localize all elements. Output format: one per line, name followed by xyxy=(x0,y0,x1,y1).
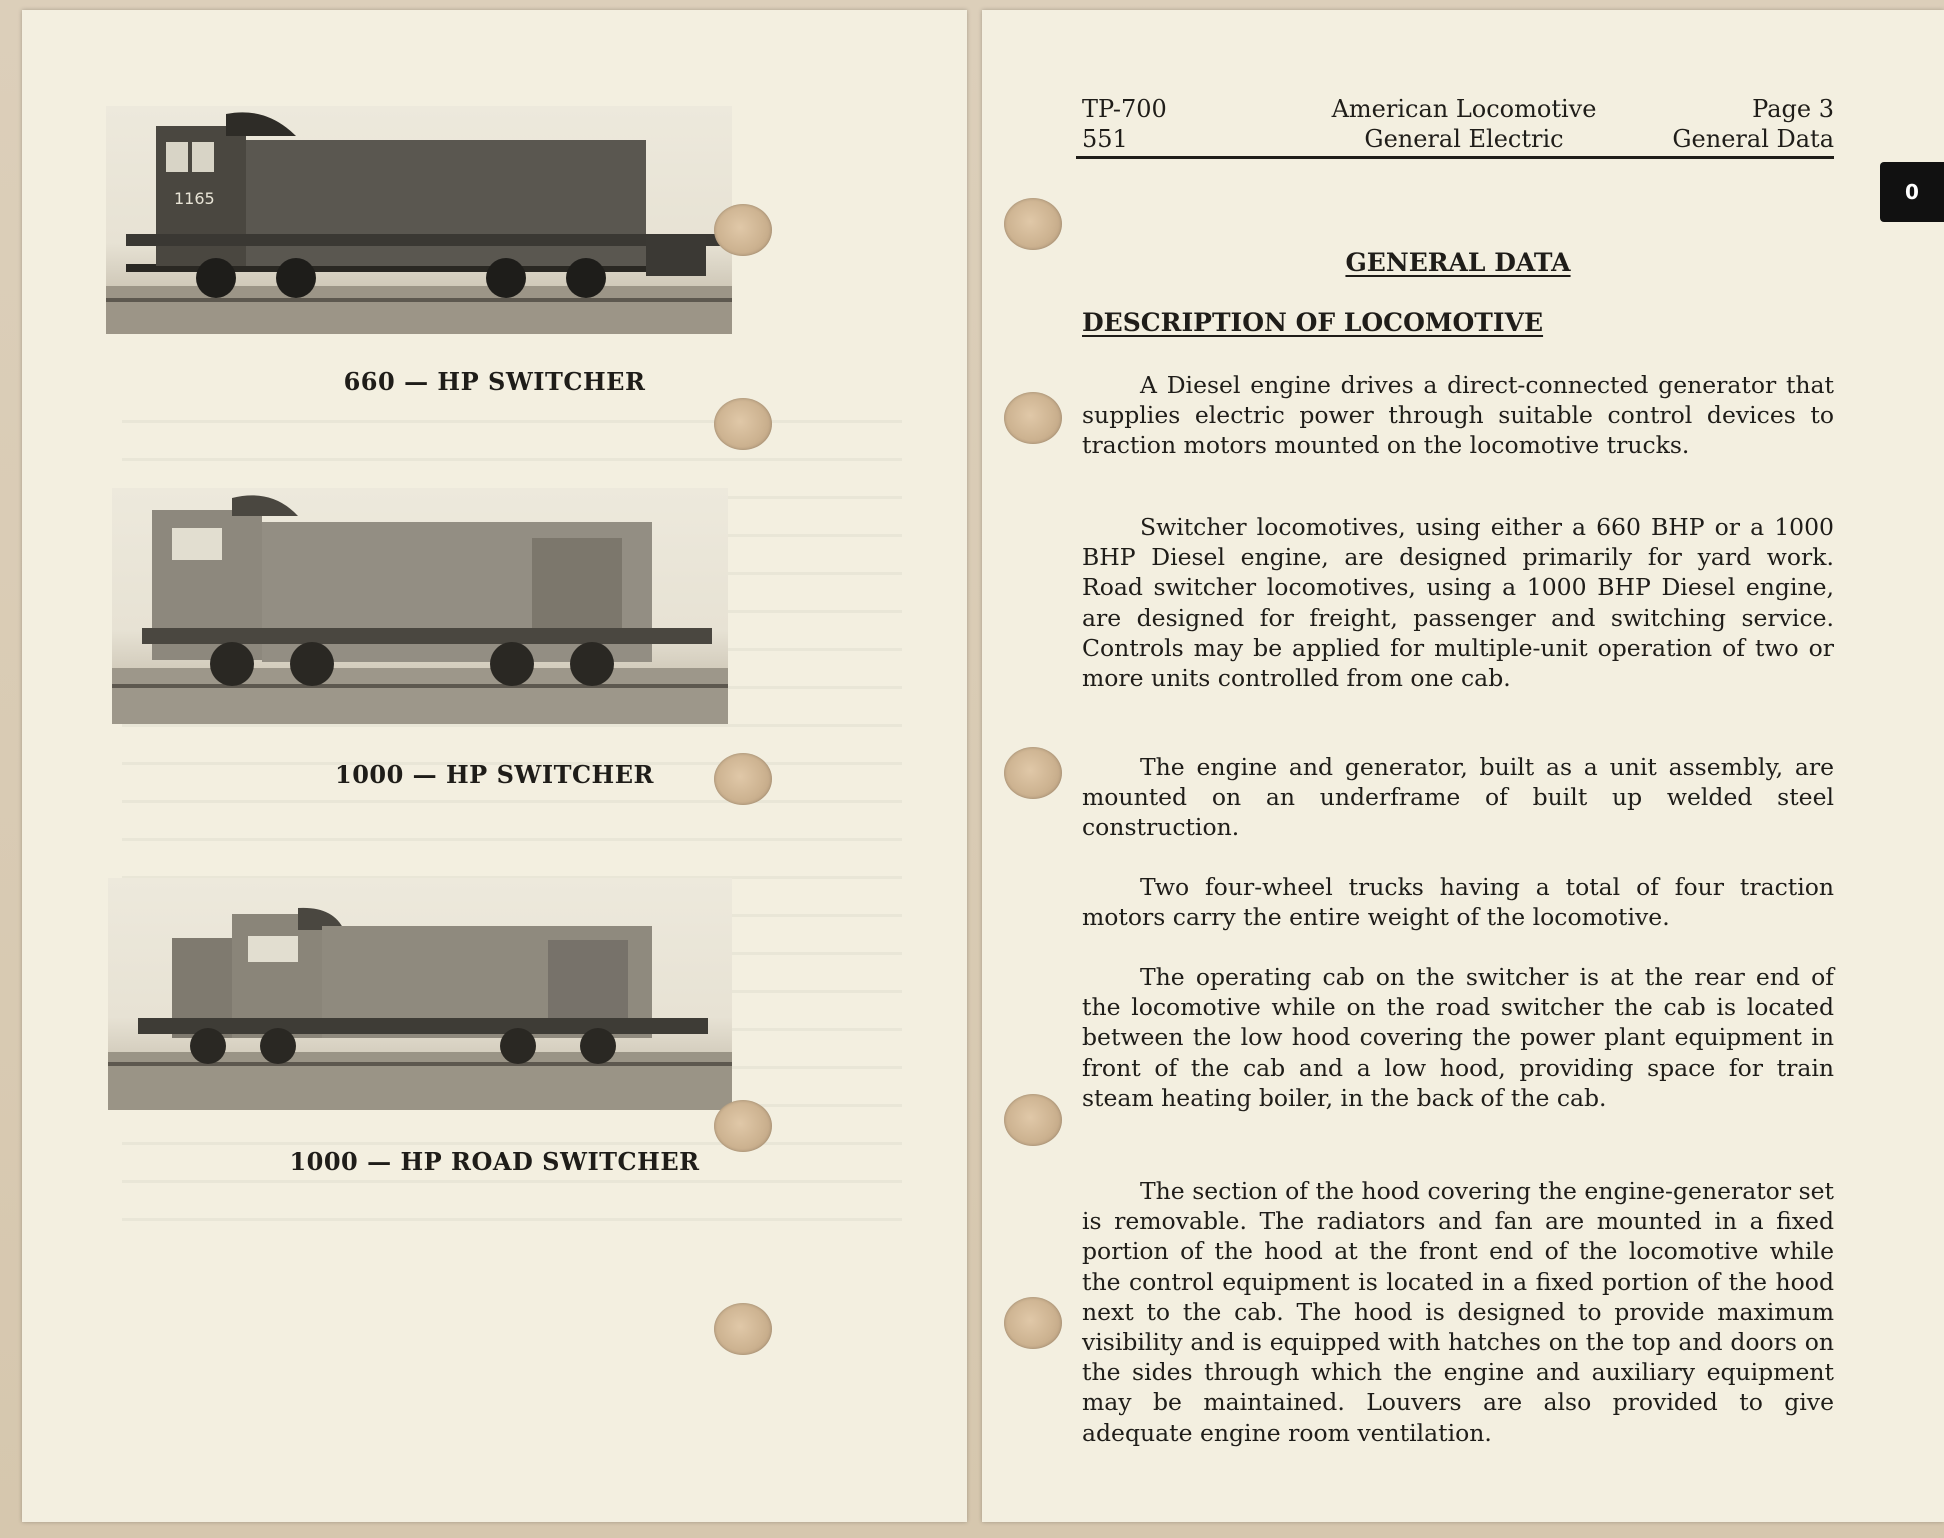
body-paragraph: The engine and generator, built as a unit assembly, are mounted on an underframe of built up welded steel construction. xyxy=(1082,753,1834,842)
number-plate: 1165 xyxy=(174,189,215,208)
photo-caption: 1000 — HP ROAD SWITCHER xyxy=(289,1147,700,1176)
section-label: General Data xyxy=(1672,125,1834,153)
binder-hole xyxy=(1004,747,1062,799)
left-page xyxy=(22,10,967,1522)
right-page xyxy=(982,10,1944,1522)
page-title: GENERAL DATA xyxy=(1345,248,1571,277)
photo-caption: 660 — HP SWITCHER xyxy=(343,367,646,396)
locomotive-photo-1000-road-switcher xyxy=(108,878,732,1110)
binder-hole xyxy=(714,398,772,450)
company-line-2: General Electric xyxy=(1364,125,1564,153)
locomotive-photo-660-switcher xyxy=(106,106,732,334)
page-number: Page 3 xyxy=(1752,95,1834,123)
binder-hole xyxy=(1004,1297,1062,1349)
binder-hole xyxy=(1004,392,1062,444)
section-heading: DESCRIPTION OF LOCOMOTIVE xyxy=(1082,308,1544,337)
doc-number: 551 xyxy=(1082,125,1128,153)
locomotive-photo-1000-switcher xyxy=(112,488,728,724)
body-paragraph: A Diesel engine drives a direct-connected generator that supplies electric power through suitable control devices to traction motors mounted on the locomotive trucks. xyxy=(1082,371,1834,460)
body-paragraph: The section of the hood covering the engine-generator set is removable. The radiators and fan are mounted in a fixed portion of the hood at the front end of the locomotive while the control equipment is located in a fixed portion of the hood next to the cab. The hood is designed to provide maximum visibility and is equipped with hatches on the top and doors on the sides through which the engine and auxiliary equipment may be maintained. Louvers are also provided to give adequate engine room ventilation. xyxy=(1082,1177,1834,1447)
section-tab[interactable]: 0 xyxy=(1880,162,1944,222)
binder-hole xyxy=(714,1303,772,1355)
body-paragraph: Two four-wheel trucks having a total of four traction motors carry the entire weight of the locomotive. xyxy=(1082,873,1834,932)
binder-hole xyxy=(1004,198,1062,250)
body-paragraph: Switcher locomotives, using either a 660 BHP or a 1000 BHP Diesel engine, are designed primarily for yard work. Road switcher locomotives, using a 1000 BHP Diesel engine, are designed for freight, passenger and switching service. Controls may be applied for multiple-unit operation of two or more units controlled from one cab. xyxy=(1082,513,1834,693)
company-line-1: American Locomotive xyxy=(1331,95,1597,123)
photo-caption: 1000 — HP SWITCHER xyxy=(335,760,654,789)
binder-hole xyxy=(714,1100,772,1152)
body-paragraph: The operating cab on the switcher is at the rear end of the locomotive while on the road switcher the cab is located between the low hood covering the power plant equipment in front of the cab and a low hood, providing space for train steam heating boiler, in the back of the cab. xyxy=(1082,963,1834,1112)
binder-hole xyxy=(714,753,772,805)
binder-hole xyxy=(1004,1094,1062,1146)
binder-hole xyxy=(714,204,772,256)
doc-code: TP-700 xyxy=(1082,95,1167,123)
header-rule xyxy=(1076,156,1834,159)
